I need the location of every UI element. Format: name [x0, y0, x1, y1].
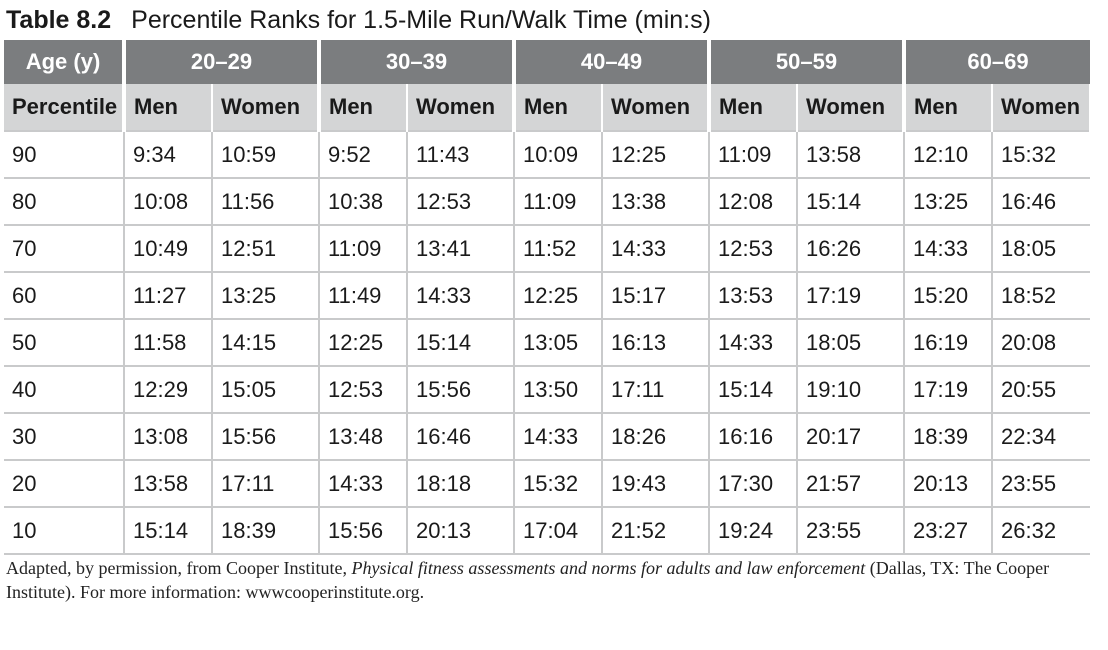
footnote-suffix: (Dallas, TX: The Cooper Institute). For more information: wwwcooperinstitute.org.	[6, 558, 1050, 602]
time-cell: 14:33	[514, 413, 602, 460]
men-header: Men	[124, 84, 212, 131]
men-header: Men	[904, 84, 992, 131]
time-cell: 11:09	[319, 225, 407, 272]
source-footnote	[6, 556, 1096, 604]
time-cell: 15:14	[407, 319, 514, 366]
women-header: Women	[602, 84, 709, 131]
women-header: Women	[212, 84, 319, 131]
time-cell: 20:17	[797, 413, 904, 460]
time-cell: 16:13	[602, 319, 709, 366]
time-cell: 12:10	[904, 131, 992, 178]
time-cell: 18:26	[602, 413, 709, 460]
time-cell: 17:19	[797, 272, 904, 319]
time-cell: 13:41	[407, 225, 514, 272]
age-group-header: 30–39	[319, 40, 514, 84]
time-cell: 13:05	[514, 319, 602, 366]
table-row	[4, 272, 1090, 319]
time-cell: 19:43	[602, 460, 709, 507]
time-cell: 13:08	[124, 413, 212, 460]
table-body	[4, 131, 1090, 554]
percentile-cell: 20	[4, 460, 124, 507]
time-cell: 13:53	[709, 272, 797, 319]
percentile-cell: 30	[4, 413, 124, 460]
age-group-header: 60–69	[904, 40, 1090, 84]
percentile-cell: 10	[4, 507, 124, 554]
time-cell: 9:52	[319, 131, 407, 178]
time-cell: 20:13	[904, 460, 992, 507]
time-cell: 13:48	[319, 413, 407, 460]
time-cell: 12:25	[602, 131, 709, 178]
time-cell: 15:56	[319, 507, 407, 554]
table-row	[4, 507, 1090, 554]
footnote-prefix: Adapted, by permission, from Cooper Institute,	[6, 558, 352, 578]
time-cell: 15:05	[212, 366, 319, 413]
percentile-cell: 80	[4, 178, 124, 225]
time-cell: 10:49	[124, 225, 212, 272]
table-caption	[6, 2, 711, 38]
time-cell: 17:11	[212, 460, 319, 507]
time-cell: 13:25	[904, 178, 992, 225]
time-cell: 15:32	[992, 131, 1090, 178]
age-group-header: 50–59	[709, 40, 904, 84]
time-cell: 18:52	[992, 272, 1090, 319]
table-row	[4, 366, 1090, 413]
time-cell: 18:39	[212, 507, 319, 554]
percentile-cell: 50	[4, 319, 124, 366]
time-cell: 23:55	[797, 507, 904, 554]
sex-header-row	[4, 84, 1090, 131]
time-cell: 15:20	[904, 272, 992, 319]
time-cell: 13:38	[602, 178, 709, 225]
time-cell: 12:08	[709, 178, 797, 225]
time-cell: 17:19	[904, 366, 992, 413]
age-group-header: 40–49	[514, 40, 709, 84]
time-cell: 12:25	[514, 272, 602, 319]
percentile-cell: 90	[4, 131, 124, 178]
time-cell: 17:04	[514, 507, 602, 554]
time-cell: 18:05	[797, 319, 904, 366]
time-cell: 17:11	[602, 366, 709, 413]
time-cell: 15:56	[407, 366, 514, 413]
time-cell: 9:34	[124, 131, 212, 178]
time-cell: 15:32	[514, 460, 602, 507]
men-header: Men	[709, 84, 797, 131]
time-cell: 12:53	[319, 366, 407, 413]
time-cell: 18:39	[904, 413, 992, 460]
time-cell: 11:49	[319, 272, 407, 319]
time-cell: 16:16	[709, 413, 797, 460]
time-cell: 12:25	[319, 319, 407, 366]
time-cell: 17:30	[709, 460, 797, 507]
table-label: Table 8.2	[6, 5, 112, 34]
time-cell: 11:56	[212, 178, 319, 225]
time-cell: 12:29	[124, 366, 212, 413]
time-cell: 11:27	[124, 272, 212, 319]
time-cell: 14:33	[709, 319, 797, 366]
time-cell: 23:27	[904, 507, 992, 554]
percentile-cell: 40	[4, 366, 124, 413]
time-cell: 11:52	[514, 225, 602, 272]
time-cell: 20:55	[992, 366, 1090, 413]
age-corner-header: Age (y)	[4, 40, 124, 84]
percentile-table	[4, 40, 1091, 555]
time-cell: 16:26	[797, 225, 904, 272]
time-cell: 11:43	[407, 131, 514, 178]
percentile-header: Percentile	[4, 84, 124, 131]
table-title: Percentile Ranks for 1.5-Mile Run/Walk Time (min:s)	[131, 5, 711, 34]
time-cell: 10:59	[212, 131, 319, 178]
women-header: Women	[407, 84, 514, 131]
time-cell: 19:24	[709, 507, 797, 554]
time-cell: 14:33	[602, 225, 709, 272]
percentile-cell: 70	[4, 225, 124, 272]
time-cell: 18:05	[992, 225, 1090, 272]
women-header: Women	[797, 84, 904, 131]
time-cell: 12:53	[407, 178, 514, 225]
time-cell: 19:10	[797, 366, 904, 413]
time-cell: 16:46	[992, 178, 1090, 225]
time-cell: 14:33	[904, 225, 992, 272]
time-cell: 22:34	[992, 413, 1090, 460]
time-cell: 12:51	[212, 225, 319, 272]
time-cell: 23:55	[992, 460, 1090, 507]
time-cell: 14:15	[212, 319, 319, 366]
time-cell: 21:57	[797, 460, 904, 507]
time-cell: 11:09	[709, 131, 797, 178]
table-row	[4, 225, 1090, 272]
time-cell: 10:38	[319, 178, 407, 225]
time-cell: 15:14	[124, 507, 212, 554]
men-header: Men	[514, 84, 602, 131]
time-cell: 13:58	[797, 131, 904, 178]
time-cell: 10:09	[514, 131, 602, 178]
age-header-row	[4, 40, 1090, 84]
time-cell: 16:46	[407, 413, 514, 460]
time-cell: 12:53	[709, 225, 797, 272]
time-cell: 13:25	[212, 272, 319, 319]
age-group-header: 20–29	[124, 40, 319, 84]
time-cell: 13:50	[514, 366, 602, 413]
percentile-cell: 60	[4, 272, 124, 319]
time-cell: 15:14	[709, 366, 797, 413]
table-row	[4, 178, 1090, 225]
footnote-source-title: Physical fitness assessments and norms for adults and law enforcement	[351, 558, 866, 578]
table-row	[4, 460, 1090, 507]
time-cell: 10:08	[124, 178, 212, 225]
time-cell: 14:33	[407, 272, 514, 319]
time-cell: 18:18	[407, 460, 514, 507]
time-cell: 15:14	[797, 178, 904, 225]
time-cell: 14:33	[319, 460, 407, 507]
time-cell: 15:56	[212, 413, 319, 460]
time-cell: 21:52	[602, 507, 709, 554]
women-header: Women	[992, 84, 1090, 131]
table-row	[4, 413, 1090, 460]
time-cell: 20:08	[992, 319, 1090, 366]
table-row	[4, 319, 1090, 366]
time-cell: 11:58	[124, 319, 212, 366]
men-header: Men	[319, 84, 407, 131]
table-row	[4, 131, 1090, 178]
time-cell: 15:17	[602, 272, 709, 319]
time-cell: 11:09	[514, 178, 602, 225]
time-cell: 16:19	[904, 319, 992, 366]
time-cell: 26:32	[992, 507, 1090, 554]
time-cell: 13:58	[124, 460, 212, 507]
time-cell: 20:13	[407, 507, 514, 554]
